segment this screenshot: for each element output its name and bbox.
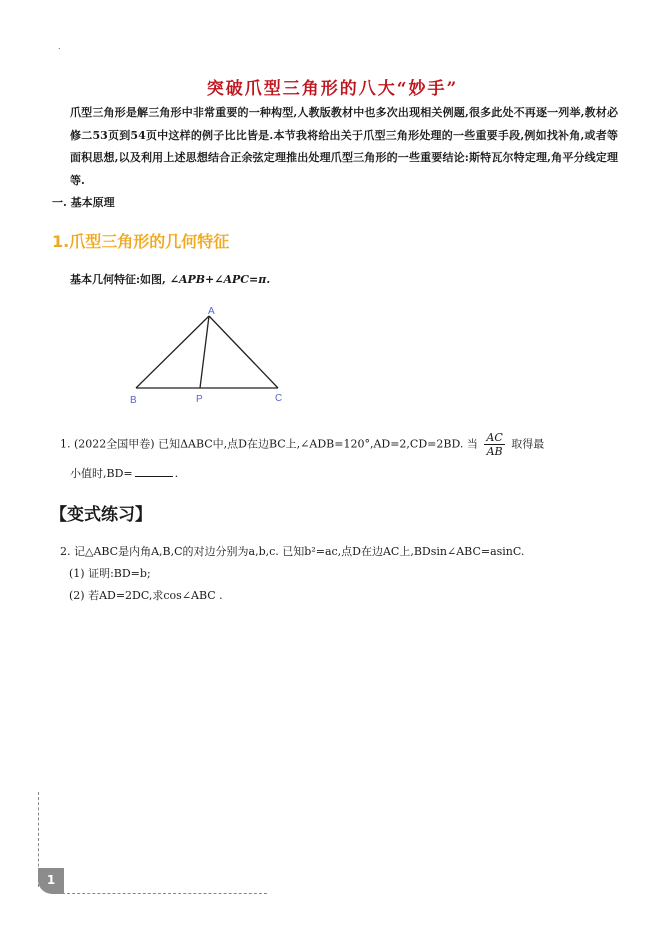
section-heading-basic-principles: 一. 基本原理 bbox=[52, 196, 115, 209]
q1-line2-before: 小值时,BD= bbox=[70, 467, 133, 480]
q1-line2-after: . bbox=[174, 467, 179, 480]
header-mark: . bbox=[58, 42, 61, 51]
page-number: 1 bbox=[38, 868, 64, 894]
q1-text-after: 取得最 bbox=[511, 437, 545, 451]
variant-practice-heading: 【变式练习】 bbox=[50, 505, 152, 525]
q2-part1: (1) 证明:BD=b; bbox=[69, 567, 151, 580]
answer-blank bbox=[135, 466, 173, 477]
page-title: 突破爪型三角形的八大“妙手” bbox=[206, 79, 459, 99]
feature-math: ∠APB+∠APC=π. bbox=[169, 273, 271, 286]
segment-ac bbox=[209, 316, 278, 388]
question-2 bbox=[60, 541, 620, 607]
segment-ab bbox=[136, 316, 209, 388]
q1-text-before: 1. (2022全国甲卷) 已知ΔABC中,点D在边BC上,∠ADB=120°,AD=2,CD=2BD. 当 bbox=[60, 437, 478, 451]
claw-triangle-figure bbox=[120, 300, 300, 410]
vertex-label-c: C bbox=[275, 393, 283, 404]
feature-label: 基本几何特征:如图, bbox=[70, 273, 166, 286]
vertex-label-a: A bbox=[208, 306, 215, 317]
q1-line2 bbox=[60, 464, 620, 484]
question-1 bbox=[60, 431, 620, 484]
fraction-numerator: AC bbox=[486, 431, 503, 444]
fraction-denominator: AB bbox=[486, 445, 503, 458]
intro-paragraph: 爪型三角形是解三角形中非常重要的一种构型,人教版教材中也多次出现相关例题,很多此处不再逐一列举,教材必修二53页到54页中这样的例子比比皆是.本节我将给出关于爪型三角形处理的一些重要手段,例如找补角,或者等面积思想,以及利用上述思想结合正余弦定理推出处理爪型三角形的一些重要结论:斯特瓦尔特定理,角平分线定理等. bbox=[70, 106, 618, 187]
fraction-ac-ab bbox=[484, 431, 504, 458]
vertex-label-b: B bbox=[130, 395, 137, 406]
q2-part2: (2) 若AD=2DC,求cos∠ABC . bbox=[69, 589, 223, 602]
footer-dashed-line bbox=[62, 893, 267, 894]
segment-ap bbox=[200, 316, 209, 388]
q2-main: 2. 记△ABC是内角A,B,C的对边分别为a,b,c. 已知b²=ac,点D在边AC上,BDsin∠ABC=asinC. bbox=[60, 545, 525, 558]
vertex-label-p: P bbox=[196, 394, 203, 405]
subheading-geometric-features: 1.爪型三角形的几何特征 bbox=[52, 232, 230, 251]
feature-statement bbox=[70, 271, 270, 287]
